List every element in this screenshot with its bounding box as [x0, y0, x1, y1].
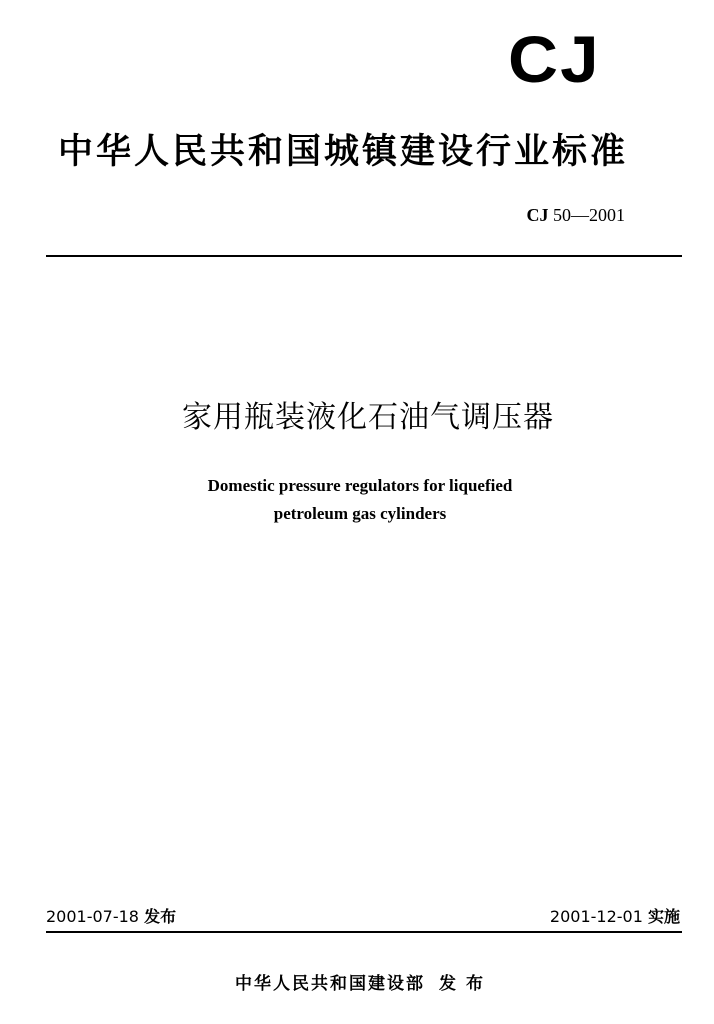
publisher-action: 发 布 [439, 974, 485, 994]
effective-date [550, 906, 680, 928]
issued-date-value: 2001-07-18 [46, 907, 139, 926]
standard-name: 中华人民共和国城镇建设行业标准 [58, 132, 629, 172]
top-divider [46, 255, 682, 257]
effective-date-value: 2001-12-01 [549, 907, 643, 926]
publisher [200, 972, 520, 996]
document-title-english [120, 472, 600, 528]
english-title-line-2: petroleum gas cylinders [273, 504, 447, 523]
issued-date [46, 906, 176, 928]
issued-label: 发布 [144, 907, 177, 926]
cj-logo: CJ [508, 22, 601, 96]
effective-label: 实施 [647, 907, 680, 926]
english-title-line-1: Domestic pressure regulators for liquefied [207, 476, 513, 495]
standard-code: CJ [526, 205, 549, 225]
standard-number [527, 204, 626, 226]
document-title-chinese: 家用瓶装液化石油气调压器 [182, 400, 554, 435]
standard-number-value: 50—2001 [553, 205, 625, 225]
bottom-divider [46, 931, 682, 933]
publisher-name: 中华人民共和国建设部 [235, 974, 426, 994]
